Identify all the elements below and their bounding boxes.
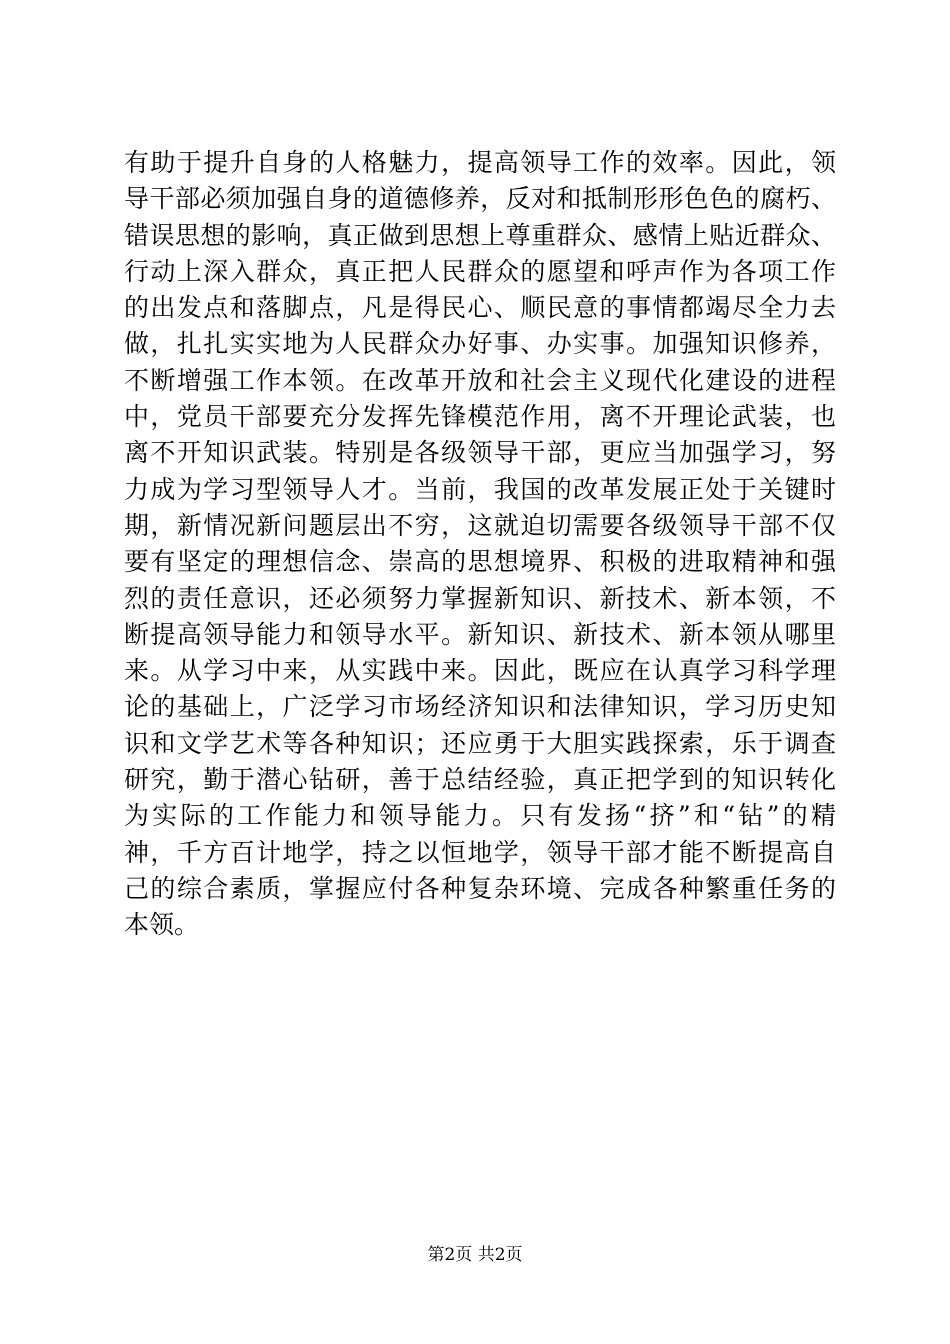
text-line: 离不开知识武装。特别是各级领导干部，更应当加强学习，努 bbox=[124, 438, 836, 468]
text-line: 做，扎扎实实地为人民群众办好事、办实事。加强知识修养， bbox=[124, 329, 836, 359]
text-line: 研究，勤于潜心钻研，善于总结经验，真正把学到的知识转化 bbox=[124, 765, 836, 795]
text-line: 力成为学习型领导人才。当前，我国的改革发展正处于关键时 bbox=[124, 474, 836, 504]
text-line: 己的综合素质，掌握应付各种复杂环境、完成各种繁重任务的 bbox=[124, 873, 836, 903]
text-line: 断提高领导能力和领导水平。新知识、新技术、新本领从哪里 bbox=[124, 619, 836, 649]
text-line: 行动上深入群众，真正把人民群众的愿望和呼声作为各项工作 bbox=[124, 256, 836, 286]
text-line: 来。从学习中来，从实践中来。因此，既应在认真学习科学理 bbox=[124, 656, 836, 686]
text-line: 本领。 bbox=[124, 910, 200, 940]
text-line: 要有坚定的理想信念、崇高的思想境界、积极的进取精神和强 bbox=[124, 547, 836, 577]
text-line: 有助于提升自身的人格魅力，提高领导工作的效率。因此，领 bbox=[124, 148, 836, 177]
text-line: 识和文学艺术等各种知识；还应勇于大胆实践探索，乐于调查 bbox=[124, 728, 836, 758]
text-line: 导干部必须加强自身的道德修养，反对和抵制形形色色的腐朽、 bbox=[124, 184, 836, 214]
text-line: 错误思想的影响，真正做到思想上尊重群众、感情上贴近群众、 bbox=[124, 220, 836, 250]
text-line: 中，党员干部要充分发挥先锋模范作用，离不开理论武装，也 bbox=[124, 402, 836, 432]
text-line: 烈的责任意识，还必须努力掌握新知识、新技术、新本领，不 bbox=[124, 583, 836, 613]
text-line: 论的基础上，广泛学习市场经济知识和法律知识，学习历史知 bbox=[124, 692, 836, 722]
text-line: 期，新情况新问题层出不穷，这就迫切需要各级领导干部不仅 bbox=[124, 510, 836, 540]
text-line: 的出发点和落脚点，凡是得民心、顺民意的事情都竭尽全力去 bbox=[124, 293, 836, 323]
text-line: 不断增强工作本领。在改革开放和社会主义现代化建设的进程 bbox=[124, 365, 836, 395]
text-line: 为实际的工作能力和领导能力。只有发扬“挤”和“钻”的精 bbox=[124, 801, 836, 831]
body-paragraph bbox=[124, 145, 836, 944]
text-line: 神，千方百计地学，持之以恒地学，领导干部才能不断提高自 bbox=[124, 837, 836, 867]
page-number-footer: 第2页 共2页 bbox=[427, 1245, 523, 1265]
